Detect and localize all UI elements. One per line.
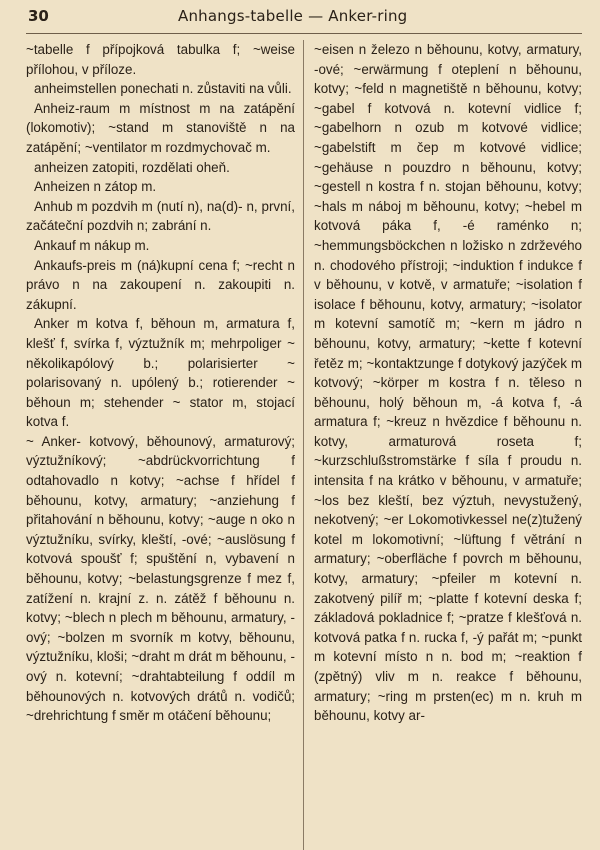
header-rule <box>26 33 582 34</box>
entry: Anheizen n zátop m. <box>34 179 157 195</box>
entry: anheizen zatopiti, rozdělati oheň. <box>34 159 230 175</box>
right-column <box>304 40 582 850</box>
entry: ~ Anker- kotvový, běhounový, armaturový; výztužníkový; ~abdrückvorrichtung f odtahovadlo n kotvy; ~achse f hřídel f běhounu, kotvy, armatury; ~anziehung f přitahování n běhounu, kotvy; ~auge n oko n výztužníku, svírky, kleští, -ové; ~auslösung f kotvová spoušť f; spuštění n, vybavení n běhounu, kotvy; ~belastungsgrenze f mez f, zatížení n. krajní z. n. zátěž f běhounu n. kotvy; ~blech n plech m běhounu, armatury, -ový; ~bolzen m svorník m kotvy, běhounu, výztužníku, kloši; ~draht m drát m běhounu, -ový n. kotevní; ~drahtabteilung f oddíl m běhounových n. kotvových drátů n. vodičů; ~drehrichtung f směr m otáčení běhounu; <box>26 433 295 724</box>
entry: ~tabelle f přípojková tabulka f; ~weise přílohou, v příloze. <box>26 42 295 77</box>
columns <box>26 40 582 850</box>
entry: Ankaufs-preis m (ná)kupní cena f; ~recht n právo n na zakoupení n. zakoupiti n. zákupní. <box>26 257 295 312</box>
entry: ~eisen n železo n běhounu, kotvy, armatury, -ové; ~erwärmung f oteplení n běhounu, kotvy; ~feld n magnetiště n běhounu, kotvy; ~gabel f kotvová n. kotevní vidlice f; ~gabelhorn n ozub m kotvové vidlice; ~gabelstift m čep m kotvové vidlice; ~gehäuse n pouzdro n běhounu, kotvy; ~gestell n kostra f n. stojan běhounu, kotvy; ~hals m náboj m běhounu, kotvy; ~hebel m kotvová páka f, -é raménko n; ~hemmungsböckchen n ložisko n zdrževého n. chodového přístroji; ~induktion f indukce f v běhounu, v kotvě, v armatuře; ~isolation f isolace f běhounu, kotvy, armatury; ~isolator m kotevní samotíč m; ~kern m jádro n běhounu, kotvy, armatury; ~kette f kotevní řetěz m; ~kontaktzunge f dotykový jazýček m kotvový; ~körper m kostra f n. těleso n běhounu, holý běhoun m, -á kotva f, -á armatura f; ~kreuz n hvězdice f běhounu n. kotvy, armaturová roseta f; ~kurzschlußstromstärke f síla f proudu n. intensita f na krátko v běhounu, v armatuře; ~los bez kleští, bez výztuh, nevystužený, nekotvený; ~er Lokomotivkessel ne(z)tužený kotel m lokomotivní; ~lüftung f větrání n armatury; ~oberfläche f povrch m běhounu, kotvy, armatury; ~pfeiler m kotevní n. zakotvený pilíř m; ~platte f kotevní deska f; základová pokladnice f; ~pratze f klešťová n. kotvová patka f n. rucka f, -ý pařát m; ~punkt m kotevní místo n n. bod m; ~reaktion f (zpětný) vliv m n. reakce f běhounu, armatury; ~ring m prsten(ec) m n. kruh m běhounu, kotvy ar- <box>314 42 582 724</box>
page-number: 30 <box>28 7 49 25</box>
entry: anheimstellen ponechati n. zůstaviti na vůli. <box>34 81 292 97</box>
entry: Ankauf m nákup m. <box>34 237 150 253</box>
page-header <box>28 3 580 29</box>
left-column <box>26 40 304 850</box>
entry: Anheiz-raum m místnost m na zatápění (lokomotiv); ~stand m stanoviště n na zatápění; ~ventilator m rozdmychovač m. <box>26 100 295 155</box>
entry: Anhub m pozdvih m (nutí n), na(d)- n, první, začáteční pozdvih n; zabrání n. <box>26 198 295 234</box>
running-title: Anhangs-tabelle — Anker-ring <box>178 7 408 25</box>
entry: Anker m kotva f, běhoun m, armatura f, klešť f, svírka f, výztužník m; mehrpoliger ~ několikapólový b.; polarisierter ~ polarisovaný n. upólený b.; rotierender ~ běhoun m; stehender ~ stator m, stojací kotva f. <box>26 316 295 430</box>
